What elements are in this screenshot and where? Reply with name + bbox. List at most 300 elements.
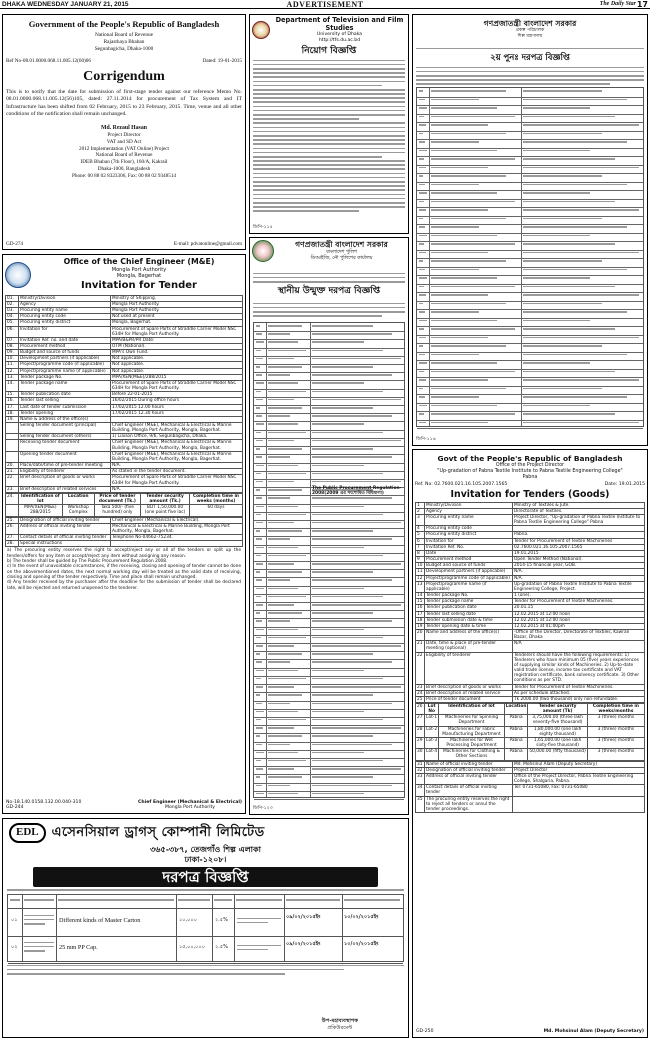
ad6-signer: Md. Mohsinul Alam (Deputy Secretary) <box>543 1029 644 1035</box>
ad6-lot-cell: 50,000.00 (fifty thousand) <box>528 749 587 760</box>
ad6-row-value: 12.02.2015 at 12:00 noon <box>513 611 645 617</box>
ad6-row-value: 20.01.15 <box>513 605 645 611</box>
ad2-lot-cell: BDT 1,50,000.00 (one point five lac) <box>141 505 190 516</box>
ad6-table-row <box>416 515 645 526</box>
ad6-row-label: Price of tender document <box>425 696 513 702</box>
ad2-row-no: 28. <box>6 541 19 547</box>
ad6-row-no: 7 <box>416 544 425 550</box>
dhaka-university-logo <box>252 21 270 39</box>
ad2-row-no: 15. <box>6 392 19 398</box>
ad6-row-value: N/A <box>513 641 645 652</box>
ad6-row-label: Budget and source of funds <box>425 563 513 569</box>
edl-logo: EDL <box>9 823 46 843</box>
ad2-row-label: Agency <box>19 301 111 307</box>
ad2-row-value: MPA's Own Fund. <box>111 350 243 356</box>
ad6-lot-cell: Lot-4 <box>425 749 439 760</box>
ad6-row-value: Ministry of Textiles & Jute. <box>513 502 645 508</box>
mongla-tender-ad <box>2 254 246 814</box>
ad2-row-value: 17/02/2015 12.00 hours <box>111 404 243 410</box>
ad2-code: GD-244 <box>6 805 24 811</box>
ad2-instructions <box>5 547 243 592</box>
ad6-lot-cell: Machineries for Wet Processing Department <box>439 737 504 748</box>
ad6-lot-cell: 3 (three) months <box>587 726 644 737</box>
ad1-title: Government of the People's Republic of Bangladesh <box>28 19 220 29</box>
ad2-row-label: Procuring entity name <box>19 308 111 314</box>
ad3-code: ডিপি-১১৫ <box>253 225 273 231</box>
ad2-row-value: MPA/XEN(M&E)/288/2015 <box>111 374 243 380</box>
ad6-tail-row <box>416 773 645 784</box>
ad1-sig-line: National Board of Revenue <box>95 152 153 159</box>
ad2-lot-header: 24. Identification of lot Location Price of tender document (Tk.) Tender security amount (Tk.) Completion time in weeks (months) <box>6 493 243 504</box>
ad2-instruction: a) The procuring entity reserves the right to accept/reject any or all of the tenders or split up the tenders/offers for any item or accept/reject any item without assigning any reason. <box>7 548 241 559</box>
ad2-lot-row <box>6 505 243 516</box>
ad1-sig-line: Phone: 00 88 02 8323306, Fax: 00 88 02 9348514 <box>71 172 177 179</box>
ad7-item-last-date: ০৯/০২/২০১৫ইং <box>286 913 321 920</box>
ad5-org-line: শিল্প মন্ত্রণালয় <box>517 34 543 40</box>
ad7-item-sl: ০২ <box>11 943 18 950</box>
ad2-row-no: 11. <box>6 362 19 368</box>
ad6-row-no: 5 <box>416 532 425 538</box>
re-tender-ad <box>412 14 648 446</box>
ad6-row-value: Office of the Project Director, Pabna Textile Engineering College, Shalgaria, Pabna. <box>513 773 645 784</box>
ad4-tender-table <box>253 322 405 798</box>
ad6-row-no: 23 <box>416 684 425 690</box>
ad7-notes <box>5 965 406 975</box>
ad7-item-price: ১৫,০০,০০০ <box>179 943 205 950</box>
ad2-row-label: Procurement method <box>19 343 111 349</box>
ad2-row-label: Development partners (if applicable) <box>19 356 111 362</box>
ad2-row-label: Tender opening <box>19 410 111 416</box>
ad7-item-desc: Different kinds of Master Carton <box>59 916 141 924</box>
ad6-lot-table <box>415 703 645 761</box>
ad6-lot-row: 30 Lot-4 Machineries for Clothing & Other Sections Pabna 50,000.00 (fifty thousand) 3 (three) months <box>416 749 645 760</box>
ad2-row-no: 01. <box>6 295 19 301</box>
ad6-row-no: 24 <box>416 690 425 696</box>
ad7-table-header <box>8 895 403 909</box>
ad2-row-value: Procurement of Spare Parts of Straddle Carrier Model NSC 634H for Mongla Port Authority. <box>111 475 243 486</box>
ad2-title: Office of the Chief Engineer (M&E) <box>63 257 215 266</box>
ad6-row-value: Tenderers should have the following requirements: 1) Tenderers who have minimum 05 (five) years experiences of supplying similar kinds of Machineries. 2) Up-to-date valid trade license, income tax certificate and VAT registration certificate, bank solvency certificate. 3) Other conditions as per STD. <box>513 652 645 684</box>
ad2-row-label: Opening tender document <box>19 451 111 462</box>
ad6-row-no: 12 <box>416 575 425 581</box>
ad4-intro-para <box>253 300 405 317</box>
ad6-row-label: Procuring entity name <box>425 515 513 526</box>
ad1-footer <box>6 241 242 248</box>
ad6-row-label: Development partners (if applicable) <box>425 569 513 575</box>
ad6-table-row <box>416 641 645 652</box>
ad5-header <box>415 19 645 40</box>
ad2-row-value <box>111 541 243 547</box>
ad2-row-value: Before 22-01-2015 <box>111 392 243 398</box>
ad6-row-no: 21 <box>416 641 425 652</box>
ad2-row-value: Chief Engineer (M&E), Mechanical & Electrical & Marine Building, Mongla Port Authority, Mongla, Bagerhat. <box>111 440 243 451</box>
ad2-row-value: 1) Liaison Office, 9/6, Segunbagicha, Dhaka. <box>111 434 243 440</box>
ad2-row-no <box>6 451 19 462</box>
ad6-lot-header: 26 Lot No Identification of lot Location Tender security amount (Tk) Completion time in weeks/months <box>416 704 645 715</box>
ad6-table-row <box>416 652 645 684</box>
ad2-row-value: Not applicable. <box>111 362 243 368</box>
ad6-row-label: Brief description of related service <box>425 690 513 696</box>
ad6-table-row <box>416 599 645 605</box>
ad6-row-value: 2014-15 financial year, GOB. <box>513 563 645 569</box>
ad5-tender-table <box>416 87 644 427</box>
ad6-lot-cell: Lot-3 <box>425 737 439 748</box>
ad6-lot-cell: Pabna <box>504 726 528 737</box>
ad2-row-label: Tender last selling <box>19 398 111 404</box>
ad6-row-no: 20 <box>416 629 425 640</box>
ad2-lot-head-cell: Price of tender document (Tk.) <box>94 493 140 504</box>
ad2-row-no: 27. <box>6 534 19 540</box>
ad1-heading: Corrigendum <box>83 69 165 84</box>
ad2-row-value: Chief Engineer (M&E), Mechanical & Electrical & Marine Building, Mongla Port Authority, Mongla, Bagerhat. <box>111 451 243 462</box>
ad2-org-line: Mongla, Bagerhat <box>116 272 162 279</box>
ad2-row-value: N/A. <box>111 486 243 492</box>
ad2-signer: Chief Engineer (Mechanical & Electrical) <box>138 799 242 805</box>
tv-film-studies-ad <box>249 14 409 234</box>
bangladesh-govt-seal <box>252 240 274 262</box>
ad1-date: Dated: 19-01-2015 <box>202 57 242 64</box>
ad6-row-no: 11 <box>416 569 425 575</box>
ad7-item-open-date: ১০/০২/২০১৫ইং <box>344 940 379 947</box>
ad6-row-label: Contact details of official inviting tender <box>425 785 513 796</box>
ad3-org-line: University of Dhaka <box>316 32 363 38</box>
ad2-row-value: Procurement of Spare Parts of Straddle Carrier Model NSC 634H for Mongla Port Authority. <box>111 326 243 337</box>
ad7-item-last-date: ০৯/০২/২০১৫ইং <box>286 940 321 947</box>
ad6-row-no: 6 <box>416 538 425 544</box>
ad6-lot-cell: Pabna <box>504 749 528 760</box>
ad2-row-label: Ministry/Division <box>19 295 111 301</box>
essential-drugs-tender-ad <box>2 818 409 1038</box>
ad1-sig-line: Dhaka-1000, Bangladesh <box>97 165 151 172</box>
ad2-row-label: Tender publication date <box>19 392 111 398</box>
ad2-row-label: Contact details of official inviting tender <box>19 534 111 540</box>
ad4-header <box>252 240 406 262</box>
ad7-item-sl: ০১ <box>11 916 18 923</box>
ad2-row-value: Not used at present <box>111 314 243 320</box>
ad2-row-no: 16. <box>6 398 19 404</box>
ad6-row-no: 16 <box>416 605 425 611</box>
ad2-row-no <box>6 440 19 451</box>
ad6-row-label: Date, time & place of pre-tender meeting (optional) <box>425 641 513 652</box>
ad2-table-row <box>6 451 243 462</box>
ad2-tail-row <box>6 523 243 534</box>
pabna-textile-tender-ad <box>412 449 648 1038</box>
ad2-lot-cell: 60 days <box>189 505 242 516</box>
ad5-code: ডিপি-১১৬ <box>416 437 436 443</box>
ad2-row-value: Procurement of Spare Parts of Straddle Carrier Model NSC 634H for Mongla Port Authority. <box>111 380 243 391</box>
ad2-lot-cell: Taka 500/- (five hundred) only <box>94 505 140 516</box>
ad1-org-line: Rajasthaya Bhaban <box>103 38 145 45</box>
ad6-row-no: 10 <box>416 563 425 569</box>
newspaper-logo: The Daily Star <box>599 1 636 7</box>
ad6-row-label: Tender submission date & time <box>425 617 513 623</box>
ad6-row-no: 2 <box>416 508 425 514</box>
ad2-row-value: Ministry of Shipping. <box>111 295 243 301</box>
ad6-row-value: Tender for Procurement of Textile Machineries. <box>513 684 645 690</box>
ad2-row-label: Place/date/time of pre-tender meeting <box>19 463 111 469</box>
ad6-footer <box>416 1029 644 1035</box>
ad6-row-label: Invitation for <box>425 538 513 544</box>
ad6-row-value: 12.02.2015 at 12:00 noon <box>513 617 645 623</box>
ad7-item-deposit: ২.৫% <box>215 943 228 950</box>
ad2-row-label: Selling tender document (others) <box>19 434 111 440</box>
ad6-lot-cell: 1,80,000.00 (one lakh eighty thousand) <box>528 726 587 737</box>
ad2-row-no: 18. <box>6 410 19 416</box>
ad6-row-label: Address of official inviting tender <box>425 773 513 784</box>
ad6-row-label: Procurement method <box>425 557 513 563</box>
ad6-row-no: 22 <box>416 652 425 684</box>
ad2-row-label: Last date of tender submission <box>19 404 111 410</box>
ad6-row-label: Procuring entity code <box>425 526 513 532</box>
ad2-row-no: 09. <box>6 350 19 356</box>
ad7-address: ৩৬৫-৩৮৭, তেজগাঁও শিল্প এলাকা <box>150 844 261 854</box>
ad2-row-value: 16/02/2015 During office hours <box>111 398 243 404</box>
ad6-row-no: 34 <box>416 785 425 796</box>
ad6-row-value: Md. Mohsinul Alam (Deputy Secretary) <box>513 761 645 767</box>
ad2-row-label: Selling tender document (principal) <box>19 423 111 434</box>
ad2-row-no: 22. <box>6 475 19 486</box>
ad6-lot-cell: 1,65,000.00 (one lakh sixty-five thousand) <box>528 737 587 748</box>
ad6-row-label: Designation of official inviting tender <box>425 767 513 773</box>
ad6-row-value: Up-gradation of Pabna Textile Institute to Pabna Textile Engineering College, Project. <box>513 581 645 592</box>
ad6-row-value <box>513 796 645 812</box>
ad4-org-line: বাংলাদেশ পুলিশ <box>326 249 357 255</box>
ad4-code: ডিপি-১২৩ <box>253 806 273 812</box>
ad3-org-line: http://tfs.du.ac.bd <box>318 37 361 43</box>
ad6-ref-row <box>415 482 645 488</box>
ad1-sig-line: IDEB Bhaban (7th Floor), 160/A, Kakrail <box>80 159 168 166</box>
ad6-row-value: As per schedule attached. <box>513 690 645 696</box>
ad2-row-value: MPA/B&PR/PR Date: <box>111 337 243 343</box>
ad2-row-no: 14. <box>6 380 19 391</box>
ad2-row-no: 23. <box>6 486 19 492</box>
ad2-row-no: 25. <box>6 517 19 523</box>
ad1-code: GD-274 <box>6 240 24 247</box>
ad6-row-value: 02.7600.021.16.105.2007.1565 <box>513 544 645 550</box>
ad6-row-label: Project/programme name (if applicable) <box>425 581 513 592</box>
ad6-date: Date: 19.01.2015 <box>604 482 645 488</box>
ad7-banner: দরপত্র বিজ্ঞপ্তি <box>33 867 378 887</box>
ad3-heading: নিয়োগ বিজ্ঞপ্তি <box>301 45 357 56</box>
ad6-row-no: 1 <box>416 502 425 508</box>
ad2-row-label: Project/programme name (if applicable) <box>19 368 111 374</box>
ad2-row-value: OTM (National). <box>111 343 243 349</box>
ad2-row-no: 02. <box>6 301 19 307</box>
ad2-row-label: Invitation for <box>19 326 111 337</box>
ad2-row-label: Designation of official inviting tender <box>19 517 111 523</box>
ad2-row-value: Chief Engineer (Mechanical & Electrical). <box>111 517 243 523</box>
ad2-row-no: 20. <box>6 463 19 469</box>
ad2-instruction: b) The tender shall be guided by The Public Procurement Regulation 2008. <box>7 559 168 565</box>
ad2-row-label: Project/programme code (if applicable) <box>19 362 111 368</box>
ad2-row-label: Receiving tender document <box>19 440 111 451</box>
ad2-row-no: 17. <box>6 404 19 410</box>
ad6-row-value: Open Tender Method (National). <box>513 557 645 563</box>
ad2-signer-org: Mongla Port Authority <box>165 805 215 811</box>
ad2-row-value: Chief Engineer (M&E), Mechanical & Electrical & Marine Building, Mongla Port Authority, Mongla, Bagerhat. <box>111 423 243 434</box>
ad7-item-deposit: ২.৫% <box>215 916 228 923</box>
ad2-row-value: Not applicable. <box>111 356 243 362</box>
ad6-row-no: 3 <box>416 515 425 526</box>
ad2-row-label: Tender package No. <box>19 374 111 380</box>
ad6-row-value: 12.02.2015 at 01:00pm <box>513 623 645 629</box>
header-dateline: DHAKA WEDNESDAY JANUARY 21, 2015 <box>2 1 129 8</box>
ad2-row-no: 08. <box>6 343 19 349</box>
ad6-row-no: 32 <box>416 767 425 773</box>
ad2-heading: Invitation for Tender <box>81 280 197 292</box>
ad2-row-label: Invitation Ref. no. and date <box>19 337 111 343</box>
ad6-lot-cell: 3 (three) months <box>587 737 644 748</box>
ad2-lot-head-cell: Location <box>62 493 94 504</box>
ad6-table-row <box>416 581 645 592</box>
ad6-row-no: 15 <box>416 599 425 605</box>
ad2-org-line: Mongla Port Authority <box>111 266 167 273</box>
ad6-row-value: 19.01.2015 <box>513 550 645 556</box>
ad1-signature <box>6 125 242 180</box>
ad2-row-label: Brief description of related services <box>19 486 111 492</box>
ad2-table-row <box>6 380 243 391</box>
ad2-instruction: d) Any tender received by the purchaser after the deadline for the submission of tender shall be declared late, will be rejected and returned unopened to the tenderer. <box>7 580 241 591</box>
ad1-sig-line: 2012 Implementation (VAT Online) Project <box>79 145 169 152</box>
ad2-lot-cell: Workshop Complex <box>62 505 94 516</box>
ad6-row-value: Tender for Procurement of Textile Machineries <box>513 538 645 544</box>
ad1-sig-line: Project Director <box>107 132 141 139</box>
ad6-row-label: Invitation Ref. No. <box>425 544 513 550</box>
ad6-row-no: 8 <box>416 550 425 556</box>
ad6-table-row <box>416 629 645 640</box>
ad6-row-no: 31 <box>416 761 425 767</box>
ad6-row-no: 14 <box>416 593 425 599</box>
ad2-table-row <box>6 326 243 337</box>
ad2-row-no: 12. <box>6 368 19 374</box>
ad2-row-label: Brief description of goods or works <box>19 475 111 486</box>
ad1-ref: Ref No-08.01.0000.068.11.005.12(60)06 <box>6 57 91 64</box>
ad2-address-table <box>5 517 243 548</box>
ad6-lot-row: 29 Lot-3 Machineries for Wet Processing Department Pabna 1,65,000.00 (one lakh sixty-five thousand) 3 (three) months <box>416 737 645 748</box>
ad1-org-line: Segunbagicha, Dhaka-1000 <box>94 45 154 52</box>
ad6-row-no: 25 <box>416 696 425 702</box>
ad6-row-label: Name of official inviting tender <box>425 761 513 767</box>
ad6-row-value: Directorate of Textiles. <box>513 508 645 514</box>
ad6-row-label: Agency <box>425 508 513 514</box>
ad2-row-no: 06. <box>6 326 19 337</box>
ad2-row-value: Mongla, Bagerhat. <box>111 320 243 326</box>
ad6-row-value: Project Director <box>513 767 645 773</box>
ad6-lot-head-cell: Identification of lot <box>439 704 504 715</box>
ad6-org-line: Pabna <box>522 475 538 481</box>
ad6-row-no: 18 <box>416 617 425 623</box>
ad6-row-no: 33 <box>416 773 425 784</box>
ad6-row-no: 19 <box>416 623 425 629</box>
ad2-row-label: Special instructions <box>19 541 111 547</box>
ad1-email: E-mail: pdvatonline@gmail.com <box>173 240 242 247</box>
ad2-table-row <box>6 423 243 434</box>
ad6-row-label: Tender last selling date <box>425 611 513 617</box>
ad6-ref: Ref. No: 02.7600.021.16.105.2007.1565 <box>415 482 508 488</box>
ad7-item-desc: 25 mm PP Cap. <box>59 943 98 951</box>
ad2-row-label: Tender package name <box>19 380 111 391</box>
ad7-header <box>5 821 406 845</box>
ad6-lot-cell: Pabna <box>504 737 528 748</box>
ad2-row-no: 10. <box>6 356 19 362</box>
ad4-org-line: ডিআইজি, নৌ পুলিশের কার্যালয় <box>310 255 373 261</box>
ad6-code: GD-250 <box>416 1029 434 1035</box>
ad1-signer: Md. Rezaul Hasan <box>101 124 147 131</box>
ad6-row-value: 1 (one). <box>513 593 645 599</box>
ad6-lot-cell: 3,75,000.00 (three lakh seventy-five thousand) <box>528 715 587 726</box>
ad6-table-row <box>416 684 645 690</box>
ad6-row-label: Name and address of the office(s) <box>425 629 513 640</box>
ad6-heading: Invitation for Tenders (Goods) <box>450 488 610 500</box>
page-header <box>0 0 650 9</box>
corrigendum-ad <box>2 14 246 250</box>
ad6-row-label: Procuring entity district <box>425 532 513 538</box>
ad2-row-value: Telephone No-04662-75234. <box>111 534 243 540</box>
ad5-intro-text <box>416 64 644 85</box>
ad6-lot-head-cell: Tender security amount (Tk) <box>528 704 587 715</box>
ad5-ref-line <box>416 45 644 49</box>
ad6-lot-row: 27 Lot-1 Machineries for Spinning Department Pabna 3,75,000.00 (three lakh seventy-five thousand) 3 (three) months <box>416 715 645 726</box>
ad4-title: গণপ্রজাতন্ত্রী বাংলাদেশ সরকার <box>295 240 388 250</box>
ad7-item-table <box>7 894 404 962</box>
ad1-sig-line: VAT and SD Act <box>106 138 142 145</box>
page-number: 17 <box>636 0 648 9</box>
ad6-lot-cell: Lot-1 <box>425 715 439 726</box>
ad4-ppr-title: The Public Procurement Regulation-2008(2009 এর সংশোধিত বিধিমালা) <box>312 486 402 497</box>
ad2-row-no: 04. <box>6 314 19 320</box>
ad6-lot-row: 28 Lot-2 Machineries for Fabric Manufacturing Department Pabna 1,80,000.00 (one lakh eighty thousand) 3 (three) months <box>416 726 645 737</box>
ad2-row-label: Procuring entity district <box>19 320 111 326</box>
ad6-tail-row <box>416 785 645 796</box>
ad4-heading: স্থানীয় উন্মুক্ত দরপত্র বিজ্ঞপ্তি <box>277 286 381 296</box>
ad2-row-no: 05. <box>6 320 19 326</box>
header-section-title: ADVERTISEMENT <box>286 0 364 9</box>
ad6-row-label: Eligibility of tenderer <box>425 652 513 684</box>
ad2-row-value: N/A. <box>111 463 243 469</box>
ad6-lot-cell: Machineries for Clothing & Other Sections <box>439 749 504 760</box>
ad2-lot-head-cell: Tender security amount (Tk.) <box>141 493 190 504</box>
ad2-lot-table <box>5 493 243 517</box>
ad2-row-value: As stated in the tender document. <box>111 469 243 475</box>
ad3-header <box>252 17 406 44</box>
ad6-row-no: 13 <box>416 581 425 592</box>
ad2-table-row <box>6 440 243 451</box>
ad6-row-label: The procuring entity reserves the right to reject all tenders or annul the tender proceedings. <box>425 796 513 812</box>
mongla-port-logo <box>5 262 31 288</box>
ad2-table-row <box>6 475 243 486</box>
ad6-row-label: Tender package No. <box>425 593 513 599</box>
ad7-city: ঢাকা-১২০৮। <box>184 854 227 864</box>
ad2-row-value: 17/02/2015 12.30 hours <box>111 410 243 416</box>
ad2-row-value: Mongla Port Authority. <box>111 301 243 307</box>
ad6-lot-cell: Pabna <box>504 715 528 726</box>
ad7-signer: উপ-মহাব্যবস্থাপক <box>321 1018 358 1024</box>
ad6-org-line: "Up-gradation of Pabna Textile Institute to Pabna Textile Engineering College" <box>437 469 623 475</box>
ad5-title: গণপ্রজাতন্ত্রী বাংলাদেশ সরকার <box>483 19 577 28</box>
ad7-item-open-date: ১০/০২/২০১৫ইং <box>344 913 379 920</box>
ad6-title: Govt of the People's Republic of Bangladesh <box>437 454 623 463</box>
ad6-table-row <box>416 538 645 544</box>
ad6-table-row <box>416 696 645 702</box>
ad2-footer <box>6 800 242 811</box>
ad2-row-no: 03. <box>6 308 19 314</box>
ad6-row-no: 35 <box>416 796 425 812</box>
ad5-org-line: প্রকল্প পরিচালক <box>515 28 545 34</box>
ad2-row-no: 07. <box>6 337 19 343</box>
ad2-header <box>5 257 243 293</box>
ad6-row-value: Tender for Procurement of Textile Machineries. <box>513 599 645 605</box>
ad6-org-line: Office of the Project Director <box>495 463 565 469</box>
